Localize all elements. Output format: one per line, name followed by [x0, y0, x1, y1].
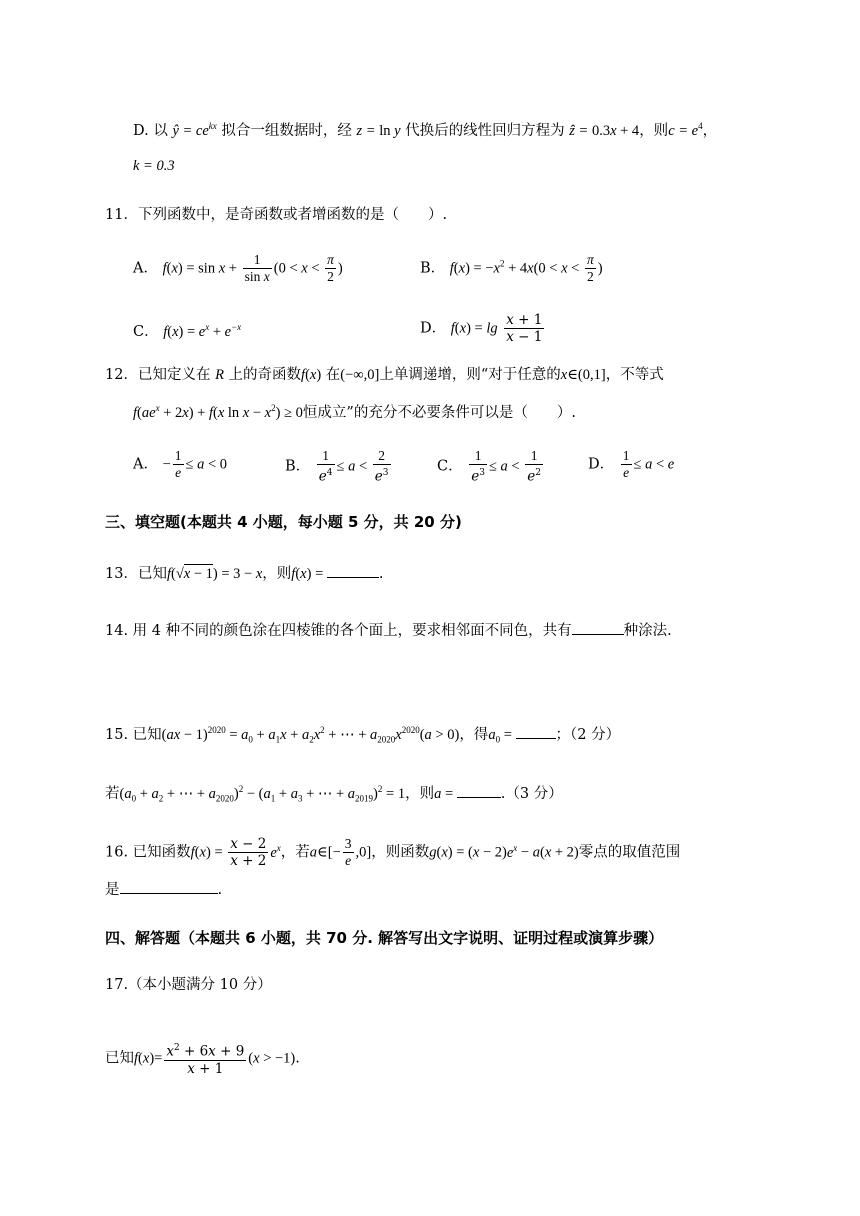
question-15-line2: 若($a_0 + a_2$ + ⋯ + $a_{2020})^2 - (a_1 + a_3$ + ⋯ + $a_{2019})^2 = 1$，则a = .（3 分）: [105, 784, 563, 804]
section-4-heading: 四、解答题（本题共 6 小题，共 70 分. 解答写出文字说明、证明过程或演算步骤）: [105, 929, 664, 947]
question-17-formula: 已知f(x)= $\frac{x^2 + 6x + 9}{x + 1}$ (x > −1).: [105, 1040, 300, 1077]
q11-option-d: D． f(x) = lg $\frac{x + 1}{x - 1}$: [420, 312, 543, 345]
q11-option-a: A． f(x) = sin x + $\frac{1}{\text{sin x}}$ (0 < x < $\frac{\pi}{2}$ ): [133, 252, 343, 284]
question-15: 15. 已知$(ax - 1)^{2020} = a_0 + a_1x + a_2x^2$ + ⋯ + $a_{2020}x^{2020}(a > 0)$，得$a_0$ = ；（2 分）: [105, 725, 621, 745]
q12-option-d: D． $\frac{1}{e}$ ≤ a < e: [588, 448, 675, 480]
question-11-stem: 11．下列函数中，是奇函数或者增函数的是（ ）.: [105, 207, 448, 223]
formula: ŷ = $ce^{kx}$: [172, 121, 217, 139]
question-13: 13．已知f(√x − 1) = 3 − x，则f(x) = .: [105, 563, 383, 584]
option-d-line2: k = 0.3: [133, 158, 175, 174]
question-12-line2: $f(ae^x + 2x) + f(x$ $\ln x - x^2) \ge 0$恒成立”的充分不必要条件可以是（ ）.: [133, 403, 576, 421]
question-10-option-d: D. 以 ŷ = $ce^{kx}$ 拟合一组数据时，经 z = ln y 代换后的线性回归方程为 ẑ = 0.3x + 4，则$c = e^4$，: [133, 121, 718, 139]
question-16-line2: 是 .: [105, 879, 222, 900]
q12-option-b: B． $\frac{1}{e^4}$ ≤ a < $\frac{2}{e^3}$: [285, 448, 389, 485]
section-3-heading: 三、填空题(本题共 4 小题，每小题 5 分，共 20 分): [105, 513, 462, 531]
q12-option-a: A． − $\frac{1}{e}$ ≤ a < 0: [133, 448, 228, 480]
q12-option-c: C． $\frac{1}{e^3}$ ≤ a < $\frac{1}{e^2}$: [437, 448, 541, 485]
q11-option-c: C． $f(x) = e^x + e^{-x}$: [133, 322, 242, 340]
question-14: 14. 用 4 种不同的颜色涂在四棱锥的各个面上，要求相邻面不同色，共有 种涂法.: [105, 620, 672, 641]
question-17-heading: 17.（本小题满分 10 分）: [105, 977, 272, 993]
formula: ẑ =: [569, 122, 592, 139]
question-16: 16. 已知函数f(x) = $\frac{x - 2}{x + 2}$ $e^x$，若a∈[− $\frac{3}{e}$ ,0]，则函数$g(x) = (x - 2)e^x - a(x + 2)$零点的取值范围: [105, 836, 681, 869]
formula: z =: [356, 122, 380, 139]
q11-option-b: B． $f(x) = -x^2 + 4x(0 < x$ < $\frac{\pi}{2}$ ): [420, 252, 603, 284]
question-12-stem: 12．已知定义在 R 上的奇函数f(x) 在(−∞,0]上单调递增，则“对于任意的x∈(0,1]，不等式: [105, 367, 664, 383]
